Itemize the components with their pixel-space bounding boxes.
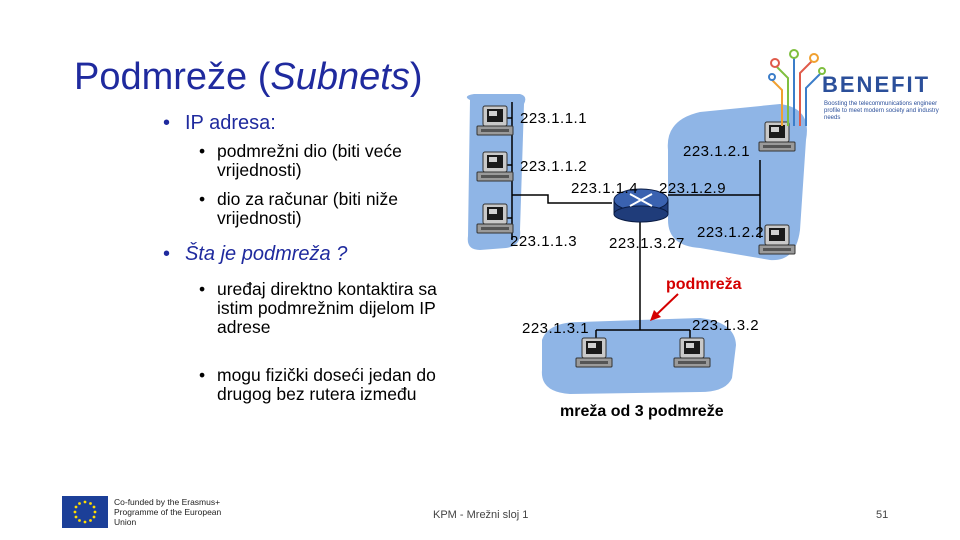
- bullet-subnet-part: • podmrežni dio (biti veće vrijednosti): [199, 141, 402, 180]
- benefit-tagline: Boosting the telecommunications engineer profile to meet modern society and industry needs: [824, 101, 939, 121]
- ip-label-223-1-2-9: 223.1.2.9: [659, 180, 727, 197]
- ip-label-223-1-3-1: 223.1.3.1: [522, 320, 590, 337]
- benefit-logo: [768, 28, 946, 130]
- bullet-host-part: • dio za računar (biti niže vrijednosti): [199, 189, 398, 228]
- subnet-pointer-arrow: [655, 294, 678, 316]
- eu-flag-icon: [62, 496, 108, 528]
- footer-title: KPM - Mrežni sloj 1: [433, 509, 529, 521]
- eu-cofunding-text: Co-funded by the Erasmus+ Programme of the European Union: [114, 497, 222, 527]
- circuit-tree-icon: [768, 28, 828, 128]
- bullet-physical-reach: • mogu fizički doseći jedan do drugog bez rutera između: [199, 365, 436, 404]
- subnet-label: podmreža: [666, 276, 742, 293]
- page-number: 51: [876, 509, 889, 521]
- eu-cofunding-logo: [62, 496, 237, 530]
- network-caption: mreža od 3 podmreže: [560, 403, 724, 420]
- ip-label-223-1-1-2: 223.1.1.2: [520, 158, 588, 175]
- ip-label-223-1-2-2: 223.1.2.2: [697, 224, 765, 241]
- ip-label-223-1-1-4: 223.1.1.4: [571, 180, 639, 197]
- ip-label-223-1-3-27: 223.1.3.27: [609, 235, 685, 252]
- page-title: Podmreže (Subnets): [74, 56, 423, 98]
- ip-label-223-1-2-1: 223.1.2.1: [683, 143, 751, 160]
- bullet-direct-contact: • uređaj direktno kontaktira sa istim podmrežnim dijelom IP adrese: [199, 279, 437, 337]
- ip-label-223-1-3-2: 223.1.3.2: [692, 317, 760, 334]
- benefit-brand: BENEFIT: [822, 72, 931, 97]
- ip-label-223-1-1-3: 223.1.1.3: [510, 233, 578, 250]
- bullet-ip-adresa: • IP adresa:: [163, 112, 276, 134]
- ip-label-223-1-1-1: 223.1.1.1: [520, 110, 588, 127]
- bullet-sta-je-podmreza: • Šta je podmreža ?: [163, 243, 348, 265]
